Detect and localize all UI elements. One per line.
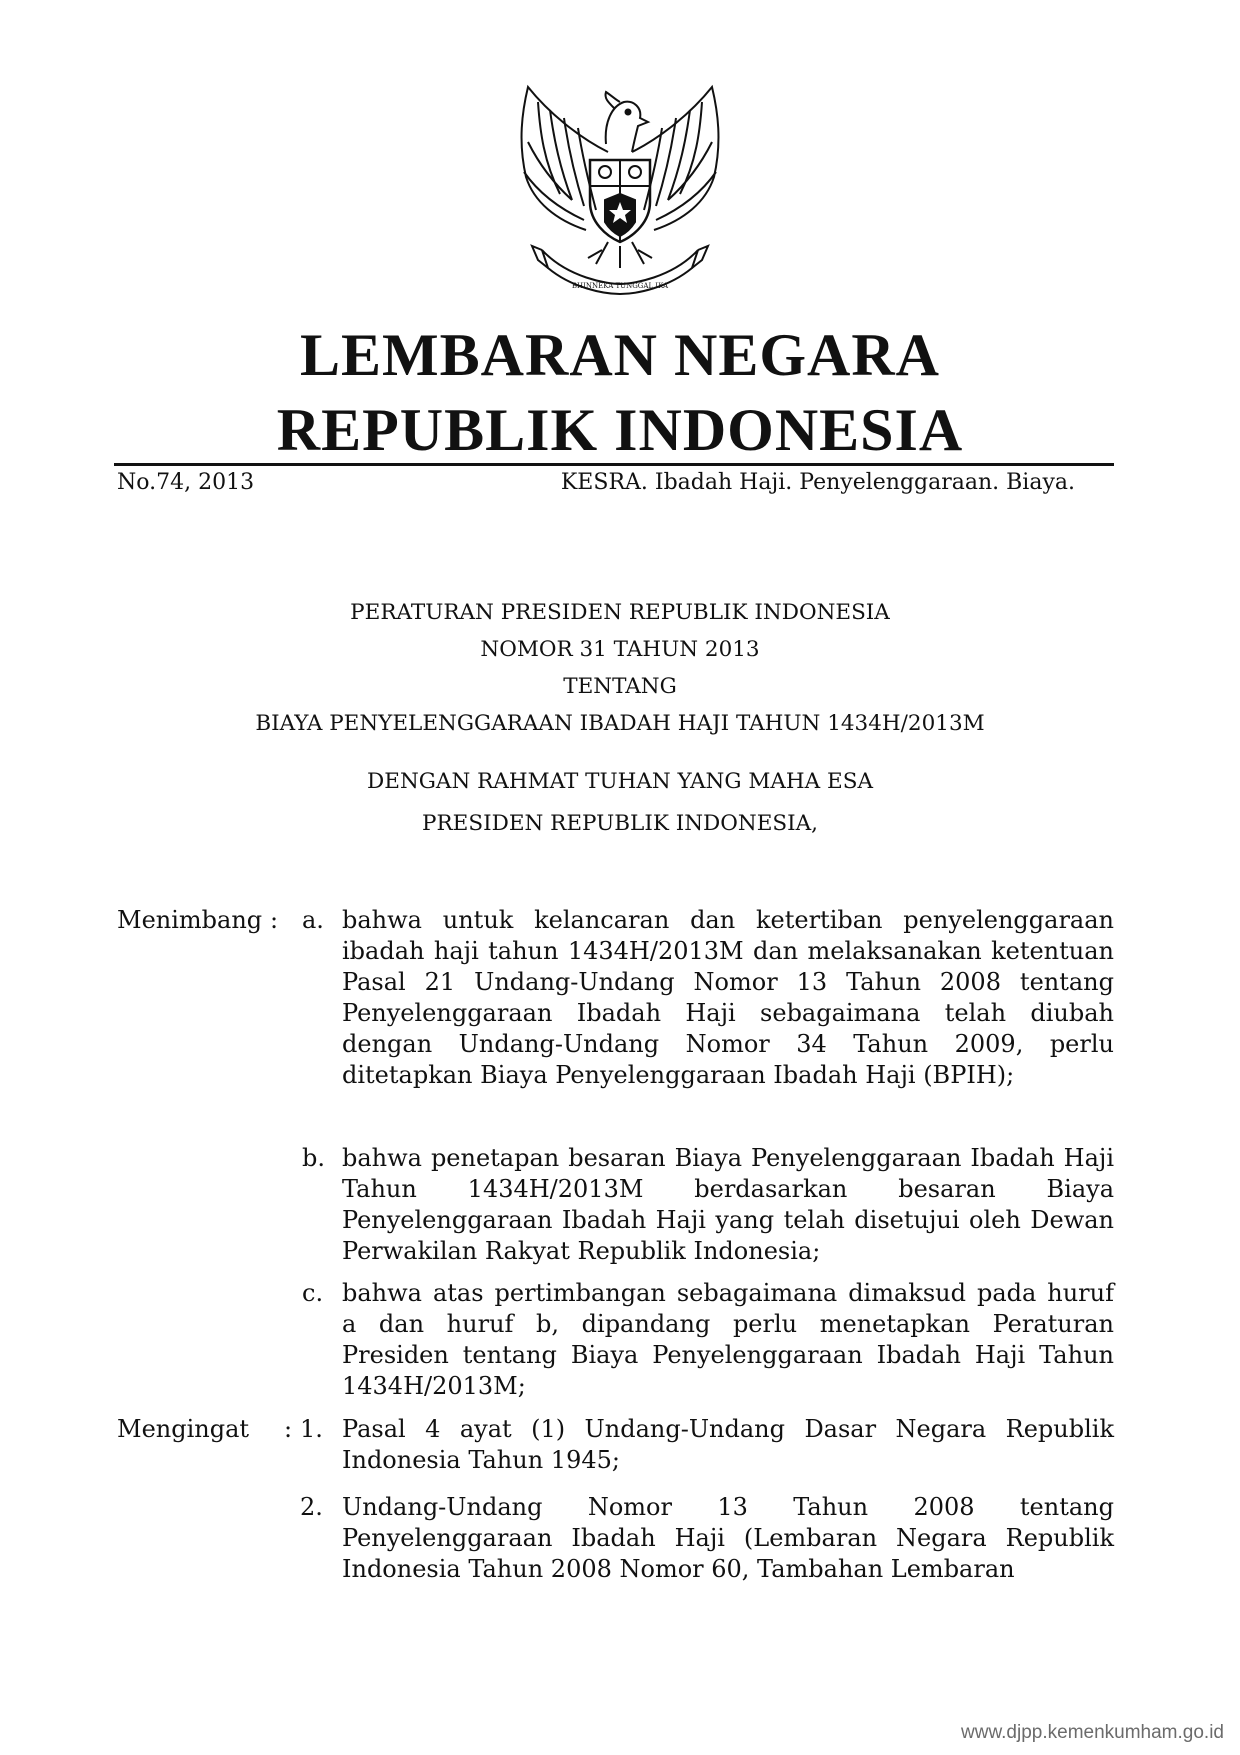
list-item-text-c: bahwa atas pertimbangan sebagaimana dimaksud pada huruf a dan huruf b, dipandang perlu menetapkan Peraturan Presiden tentang Biaya Penyelenggaraan Ibadah Haji Tahun 1434H/2013M;: [342, 1279, 1114, 1400]
title-line-5: DENGAN RAHMAT TUHAN YANG MAHA ESA: [367, 769, 873, 794]
title-line-1: PERATURAN PRESIDEN REPUBLIK INDONESIA: [350, 600, 890, 625]
masthead-title-line1: LEMBARAN NEGARA: [299, 322, 941, 388]
title-line-2: NOMOR 31 TAHUN 2013: [480, 637, 760, 662]
list-item-text-a: bahwa untuk kelancaran dan ketertiban penyelenggaraan ibadah haji tahun 1434H/2013M dan melaksanakan ketentuan Pasal 21 Undang-Undang Nomor 13 Tahun 2008 tentang Penyelenggaraan Ibadah Haji sebagaimana telah diubah dengan Undang-Undang Nomor 34 Tahun 2009, perlu ditetapkan Biaya Penyelenggaraan Ibadah Haji (BPIH);: [342, 906, 1114, 1089]
list-item-text-b: bahwa penetapan besaran Biaya Penyelenggaraan Ibadah Haji Tahun 1434H/2013M berdasarkan besaran Biaya Penyelenggaraan Ibadah Haji yang telah disetujui oleh Dewan Perwakilan Rakyat Republik Indonesia;: [342, 1144, 1114, 1265]
garuda-emblem-icon: [508, 82, 732, 296]
section-colon: :: [284, 1415, 293, 1443]
section-label-menimbang: Menimbang: [117, 906, 263, 934]
list-item-text-1: Pasal 4 ayat (1) Undang-Undang Dasar Negara Republik Indonesia Tahun 1945;: [342, 1415, 1114, 1474]
item-marker-1: 1.: [300, 1415, 323, 1443]
title-line-4: BIAYA PENYELENGGARAAN IBADAH HAJI TAHUN 1434H/2013M: [255, 711, 985, 736]
masthead-title-line2: REPUBLIK INDONESIA: [276, 397, 964, 463]
section-colon: :: [270, 906, 279, 934]
item-marker-b: b.: [302, 1144, 325, 1172]
footer-url: www.djpp.kemenkumham.go.id: [961, 1722, 1224, 1743]
list-item-text-2: Undang-Undang Nomor 13 Tahun 2008 tentang Penyelenggaraan Ibadah Haji (Lembaran Negara Republik Indonesia Tahun 2008 Nomor 60, Tambahan Lembaran: [342, 1493, 1114, 1583]
section-label-mengingat: Mengingat: [117, 1415, 250, 1443]
gazette-number: No.74, 2013: [117, 470, 255, 495]
title-line-6: PRESIDEN REPUBLIK INDONESIA,: [422, 811, 818, 836]
gazette-category: KESRA. Ibadah Haji. Penyelenggaraan. Biaya.: [560, 470, 1075, 495]
item-marker-c: c.: [302, 1279, 324, 1307]
title-line-3: TENTANG: [563, 674, 677, 699]
motto-text: BHINNEKA TUNGGAL IKA: [571, 282, 669, 290]
item-marker-2: 2.: [300, 1493, 323, 1521]
masthead-divider: [114, 463, 1114, 466]
item-marker-a: a.: [302, 906, 324, 934]
